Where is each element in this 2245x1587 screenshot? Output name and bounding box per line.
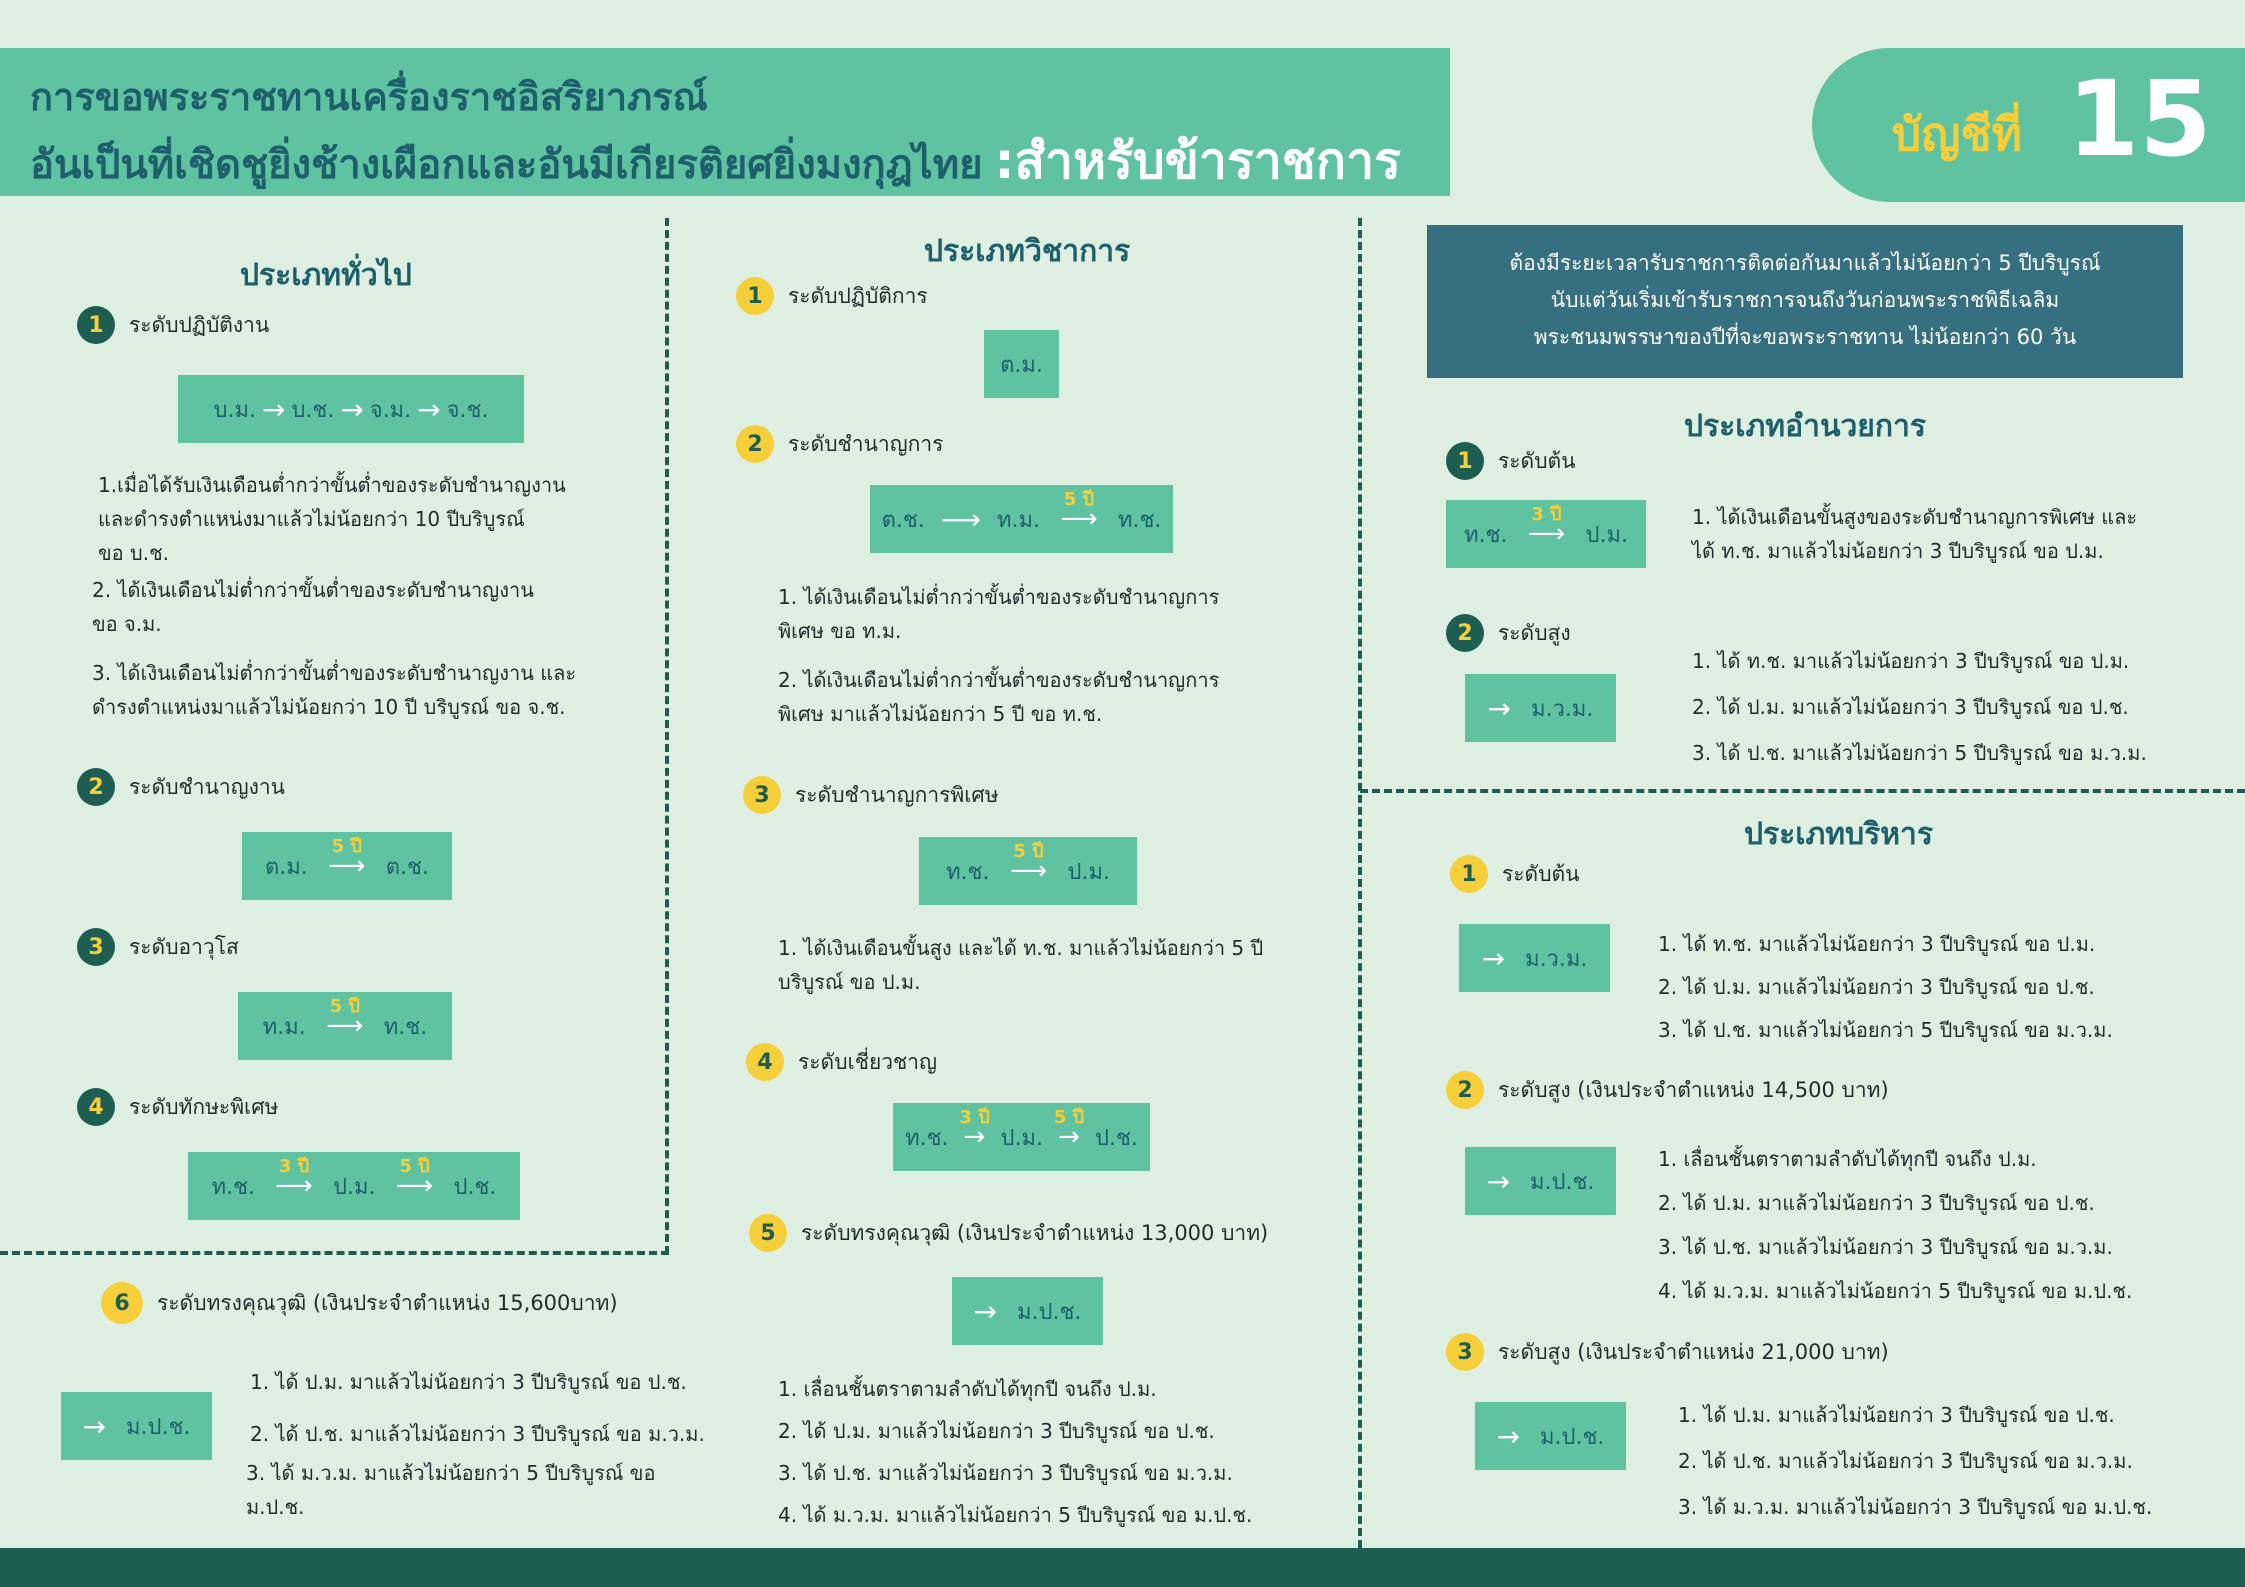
grade-from: ท.ช. [946,859,990,885]
arrow-right-icon: ⟶ [1527,519,1566,549]
level-label: ระดับชำนาญการ [788,431,944,456]
note-line: 3. ได้ ม.ว.ม. มาแล้วไม่น้อยกว่า 3 ปีบริบูรณ์ ขอ ม.ป.ช. [1678,1495,2153,1519]
level-label: ระดับสูง [1498,620,1571,645]
level-number-badge: 4 [77,1088,115,1126]
grade-target: ม.ป.ช. [1530,1169,1595,1195]
years-label: 5 ปี [1053,1107,1085,1128]
footer-bar [0,1548,2245,1587]
level-label: ระดับทรงคุณวุฒิ (เงินประจำตำแหน่ง 15,600บาท) [157,1290,618,1315]
note-line: 4. ได้ ม.ว.ม. มาแล้วไม่น้อยกว่า 5 ปีบริบูรณ์ ขอ ม.ป.ช. [778,1503,1253,1527]
grade-to: ป.ม. [1585,522,1628,548]
note-line: 1. ได้ ท.ช. มาแล้วไม่น้อยกว่า 3 ปีบริบูรณ์ ขอ ป.ม. [1658,932,2096,956]
note-line: ได้ ท.ช. มาแล้วไม่น้อยกว่า 3 ปีบริบูรณ์ ขอ ป.ม. [1692,539,2104,563]
level-number-badge: 5 [749,1214,787,1252]
level-number-badge: 3 [743,776,781,814]
arrow-right-icon: → [417,392,441,426]
level-number-badge: 2 [1446,1071,1484,1109]
grade-b: ป.ม. [1000,1125,1043,1151]
divider-col2 [1358,218,1362,1548]
note-line: 2. ได้ ป.ม. มาแล้วไม่น้อยกว่า 3 ปีบริบูรณ์ ขอ ป.ช. [1692,695,2129,719]
level-number-badge: 1 [1450,855,1488,893]
note-line: 1. ได้ ป.ม. มาแล้วไม่น้อยกว่า 3 ปีบริบูรณ์ ขอ ป.ช. [1678,1403,2115,1427]
years-arrow [1513,504,1579,549]
note-line: 2. ได้เงินเดือนไม่ต่ำกว่าขั้นต่ำของระดับชำนาญการ [778,668,1220,692]
arrow-right-icon: → [1486,1164,1511,1198]
years-arrow [261,1156,327,1201]
executive-l2-notes [1658,1137,2132,1313]
grade-b: ป.ม. [333,1174,376,1200]
academic-l3-path [919,837,1137,905]
info-line: นับแต่วันเริ่มเข้ารับราชการจนถึงวันก่อนพระราชพิธีเฉลิม [1550,288,2060,312]
academic-l5-notes [778,1368,1252,1536]
note-line: 3. ได้ ม.ว.ม. มาแล้วไม่น้อยกว่า 5 ปีบริบูรณ์ ขอ [246,1461,656,1485]
general-l1-path [178,375,524,443]
academic-level-3 [743,776,999,814]
note-line: 3. ได้ ป.ช. มาแล้วไม่น้อยกว่า 3 ปีบริบูรณ์ ขอ ม.ว.ม. [1658,1235,2113,1259]
grade-bm: บ.ม. [213,397,256,423]
academic-level-2 [736,425,943,463]
grade-target: ม.ป.ช. [126,1414,191,1440]
info-line: พระชนมพรรษาของปีที่จะขอพระราชทาน ไม่น้อยกว่า 60 วัน [1533,325,2077,349]
note-line: 1. เลื่อนชั้นตราตามลำดับได้ทุกปี จนถึง ป.ม. [1658,1147,2037,1171]
note-line: 3. ได้ ป.ช. มาแล้วไม่น้อยกว่า 5 ปีบริบูรณ์ ขอ ม.ว.ม. [1692,741,2147,765]
title-line-2 [30,122,1401,201]
arrow-right-icon: ⟶ [1009,856,1048,886]
note-line: 1. ได้เงินเดือนขั้นสูงของระดับชำนาญการพิเศษ และ [1692,505,2138,529]
level-number-badge: 2 [1446,614,1484,652]
arrow-right-icon: ⟶ [940,502,981,536]
note-line: บริบูรณ์ ขอ ป.ม. [778,970,921,994]
note-line: 2. ได้ ป.ม. มาแล้วไม่น้อยกว่า 3 ปีบริบูรณ์ ขอ ป.ช. [1658,1191,2095,1215]
academic-level-5 [749,1214,1268,1252]
general-l6-box [61,1392,212,1460]
academic-l3-notes [778,931,1263,999]
years-label: 5 ปี [331,836,362,857]
level-number-badge: 2 [736,425,774,463]
level-label: ระดับต้น [1498,448,1576,473]
executive-l2-box [1465,1147,1616,1215]
general-level-1 [77,306,269,344]
arrow-right-icon: → [340,392,364,426]
level-label: ระดับเชี่ยวชาญ [798,1049,937,1074]
note-line: ดำรงตำแหน่งมาแล้วไม่น้อยกว่า 10 ปี บริบูรณ์ ขอ จ.ช. [92,695,566,719]
years-label: 3 ปี [959,1107,990,1128]
note-line: 3. ได้ ป.ช. มาแล้วไม่น้อยกว่า 5 ปีบริบูรณ์ ขอ ม.ว.ม. [1658,1018,2113,1042]
academic-l2-note-2 [778,663,1219,731]
badge-label: บัญชีที่ [1892,107,2022,161]
section-title-general: ประเภททั่วไป [240,258,412,293]
info-line: ต้องมีระยะเวลารับราชการติดต่อกันมาแล้วไม่น้อยกว่า 5 ปีบริบูรณ์ [1509,251,2101,275]
years-arrow [955,1107,995,1152]
academic-l4-path [893,1103,1150,1171]
general-level-3 [77,928,239,966]
grade-c: ท.ช. [1117,507,1162,533]
grade-b: ท.ม. [996,507,1040,533]
list-number-badge [1812,48,2245,202]
grade-jc: จ.ช. [446,397,489,423]
director-l2-notes [1692,638,2147,776]
level-label: ระดับสูง (เงินประจำตำแหน่ง 14,500 บาท) [1498,1077,1889,1102]
arrow-right-icon: ⟶ [395,1171,434,1201]
note-line: 1. ได้เงินเดือนไม่ต่ำกว่าขั้นต่ำของระดับชำนาญการ [778,585,1220,609]
executive-level-2 [1446,1071,1889,1109]
level-number-badge: 6 [101,1282,143,1324]
years-arrow [312,996,378,1041]
general-l3-path [238,992,452,1060]
grade-target: ม.ป.ช. [1540,1424,1605,1450]
director-level-2 [1446,614,1571,652]
director-l2-box [1465,674,1616,742]
director-level-1 [1446,442,1576,480]
grade-from: ท.ม. [262,1014,306,1040]
years-label: 3 ปี [1531,504,1562,525]
executive-l3-box [1475,1402,1626,1470]
executive-level-3 [1446,1333,1889,1371]
arrow-right-icon: ⟶ [275,1171,313,1201]
arrow-right-icon: → [963,1122,986,1152]
arrow-right-icon: → [1496,1419,1521,1453]
note-line: 1.เมื่อได้รับเงินเดือนต่ำกว่าขั้นต่ำของระดับชำนาญงาน [98,473,566,497]
title-line-2-text: อันเป็นที่เชิดชูยิ่งช้างเผือกและอันมีเกียรติยศยิ่งมงกุฎไทย [30,142,983,188]
note-line: 2. ได้ ป.ช. มาแล้วไม่น้อยกว่า 3 ปีบริบูรณ์ ขอ ม.ว.ม. [1678,1449,2133,1473]
general-l4-path [188,1152,520,1220]
note-line: 1. ได้ ป.ม. มาแล้วไม่น้อยกว่า 3 ปีบริบูรณ์ ขอ ป.ช. [250,1370,687,1394]
academic-l2-path [870,485,1173,553]
years-label: 3 ปี [278,1156,310,1177]
eligibility-info-box [1427,225,2183,378]
title-suffix: :สำหรับข้าราชการ [994,132,1402,190]
note-line: 2. ได้ ป.ม. มาแล้วไม่น้อยกว่า 3 ปีบริบูรณ์ ขอ ป.ช. [1658,975,2095,999]
grade-to: ป.ม. [1067,859,1110,885]
divider-col1-bottom [0,1251,669,1255]
grade-to: ต.ช. [385,854,429,880]
grade-target: ม.ว.ม. [1531,696,1594,722]
director-l1-notes [1692,500,2137,568]
level-number-badge: 4 [746,1043,784,1081]
executive-level-1 [1450,855,1580,893]
level-number-badge: 2 [77,768,115,806]
academic-l1-box [984,330,1059,398]
badge-number: 15 [2067,58,2212,180]
grade-target: ม.ป.ช. [1017,1299,1082,1325]
level-label: ระดับสูง (เงินประจำตำแหน่ง 21,000 บาท) [1498,1339,1889,1364]
grade-target: ต.ม. [1000,352,1043,378]
level-number-badge: 1 [77,306,115,344]
years-arrow [381,1156,447,1201]
section-title-director: ประเภทอำนวยการ [1684,409,1926,444]
level-number-badge: 1 [1446,442,1484,480]
note-line: ขอ จ.ม. [92,612,162,636]
arrow-right-icon: → [82,1409,107,1443]
note-line: 2. ได้เงินเดือนไม่ต่ำกว่าขั้นต่ำของระดับชำนาญงาน [92,578,534,602]
arrow-right-icon: → [1487,691,1512,725]
arrow-right-icon: ⟶ [1060,504,1098,534]
academic-l5-box [952,1277,1103,1345]
note-line: 3. ได้เงินเดือนไม่ต่ำกว่าขั้นต่ำของระดับชำนาญงาน และ [92,661,577,685]
years-label: 5 ปี [1063,489,1095,510]
general-l6-note-3 [246,1456,655,1524]
grade-c: ป.ช. [453,1174,497,1200]
arrow-right-icon: ⟶ [326,1011,364,1041]
grade-jm: จ.ม. [369,397,412,423]
arrow-right-icon: → [973,1294,998,1328]
note-line: 2. ได้ ป.ช. มาแล้วไม่น้อยกว่า 3 ปีบริบูรณ์ ขอ ม.ว.ม. [250,1422,705,1446]
academic-l2-note-1 [778,580,1219,648]
note-line: และดำรงตำแหน่งมาแล้วไม่น้อยกว่า 10 ปีบริบูรณ์ [98,507,525,531]
level-label: ระดับปฏิบัติการ [788,283,928,308]
section-title-academic: ประเภทวิชาการ [924,234,1131,269]
arrow-right-icon: ⟶ [328,851,366,881]
arrow-right-icon: → [261,392,286,426]
general-level-6 [101,1282,618,1324]
general-l6-notes [250,1356,705,1460]
level-number-badge: 3 [1446,1333,1484,1371]
grade-from: ต.ม. [265,854,308,880]
grade-c: ป.ช. [1094,1125,1138,1151]
grade-a: ต.ช. [881,507,925,533]
general-l1-note-1 [98,468,566,570]
director-l1-path [1446,500,1646,568]
general-l1-note-3 [92,656,576,724]
note-line: 1. ได้ ท.ช. มาแล้วไม่น้อยกว่า 3 ปีบริบูรณ์ ขอ ป.ม. [1692,649,2130,673]
level-number-badge: 1 [736,277,774,315]
note-line: 1. เลื่อนชั้นตราตามลำดับได้ทุกปี จนถึง ป.ม. [778,1377,1157,1401]
general-level-4 [77,1088,278,1126]
note-line: 3. ได้ ป.ช. มาแล้วไม่น้อยกว่า 3 ปีบริบูรณ์ ขอ ม.ว.ม. [778,1461,1233,1485]
level-label: ระดับชำนาญงาน [129,774,286,799]
grade-a: ท.ช. [211,1174,256,1200]
note-line: 4. ได้ ม.ว.ม. มาแล้วไม่น้อยกว่า 5 ปีบริบูรณ์ ขอ ม.ป.ช. [1658,1279,2133,1303]
years-label: 5 ปี [399,1156,430,1177]
arrow-right-icon: → [1481,941,1506,975]
executive-l1-notes [1658,923,2113,1052]
general-l2-path [242,832,452,900]
academic-level-1 [736,277,928,315]
level-label: ระดับทรงคุณวุฒิ (เงินประจำตำแหน่ง 13,000 บาท) [801,1220,1269,1245]
executive-l1-box [1459,924,1610,992]
arrow-right-icon: → [1058,1122,1080,1152]
grade-to: ท.ช. [383,1014,428,1040]
note-line: 2. ได้ ป.ม. มาแล้วไม่น้อยกว่า 3 ปีบริบูรณ์ ขอ ป.ช. [778,1419,1215,1443]
note-line: ม.ป.ช. [246,1495,305,1519]
years-arrow [314,836,380,881]
level-number-badge: 3 [77,928,115,966]
grade-target: ม.ว.ม. [1525,946,1588,972]
level-label: ระดับทักษะพิเศษ [129,1094,279,1119]
level-label: ระดับต้น [1502,861,1580,886]
divider-col3-mid [1360,789,2245,793]
years-label: 5 ปี [329,996,360,1017]
note-line: ขอ บ.ช. [98,541,170,565]
divider-col1 [665,218,669,1254]
note-line: 1. ได้เงินเดือนขั้นสูง และได้ ท.ช. มาแล้วไม่น้อยกว่า 5 ปี [778,936,1264,960]
grade-a: ท.ช. [905,1125,949,1151]
years-arrow [995,841,1061,886]
general-level-2 [77,768,285,806]
academic-level-4 [746,1043,937,1081]
grade-from: ท.ช. [1464,522,1508,548]
note-line: พิเศษ ขอ ท.ม. [778,619,902,643]
level-label: ระดับชำนาญการพิเศษ [795,782,999,807]
grade-bc: บ.ช. [291,397,335,423]
level-label: ระดับอาวุโส [129,934,239,959]
general-l1-note-2 [92,573,534,641]
title-bar [0,48,1450,196]
years-label: 5 ปี [1013,841,1044,862]
note-line: พิเศษ มาแล้วไม่น้อยกว่า 5 ปี ขอ ท.ช. [778,702,1103,726]
level-label: ระดับปฏิบัติงาน [129,312,270,337]
section-title-executive: ประเภทบริหาร [1744,817,1933,852]
executive-l3-notes [1678,1392,2152,1530]
years-arrow [1049,1107,1089,1152]
years-arrow [1046,489,1112,534]
title-line-1: การขอพระราชทานเครื่องราชอิสริยาภรณ์ [30,75,708,119]
